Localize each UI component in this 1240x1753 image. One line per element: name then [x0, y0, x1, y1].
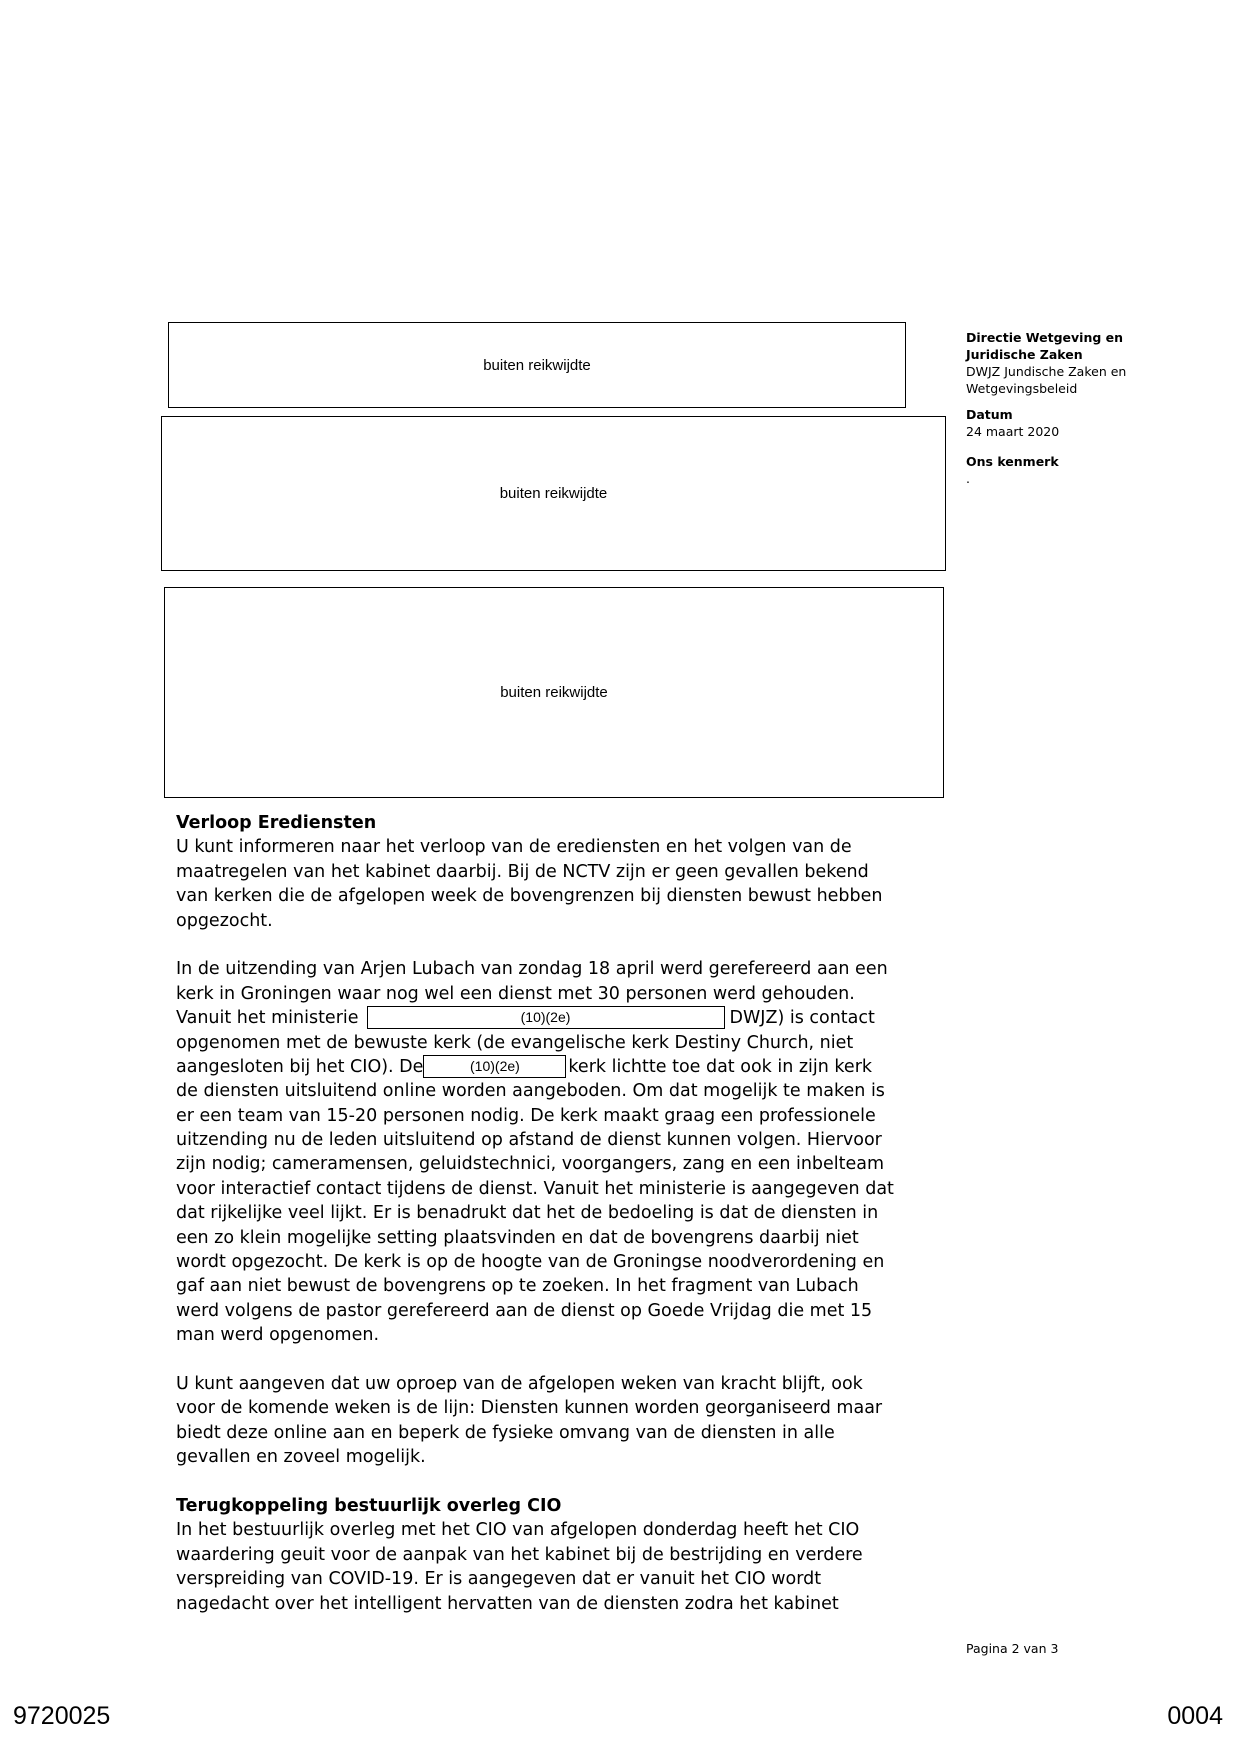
body-line: man werd opgenomen. [176, 1325, 380, 1346]
body-line: van kerken die de afgelopen week de bovengrenzen bij diensten bewust hebben [176, 886, 883, 907]
body-line: de diensten uitsluitend online worden aangeboden. Om dat mogelijk te maken is [176, 1081, 885, 1102]
body-line: er een team van 15-20 personen nodig. De kerk maakt graag een professionele [176, 1105, 876, 1126]
section-heading: Verloop Erediensten [176, 813, 377, 833]
body-line: In het bestuurlijk overleg met het CIO van afgelopen donderdag heeft het CIO [176, 1520, 860, 1541]
body-line: wordt opgezocht. De kerk is op de hoogte van de Groningse noodverordening en [176, 1252, 885, 1273]
date-label: Datum [966, 407, 1013, 422]
body-text: DWJZ) is contact [729, 1008, 875, 1029]
body-line: werd volgens de pastor gerefereerd aan de dienst op Goede Vrijdag die met 15 [176, 1300, 873, 1321]
body-line: In de uitzending van Arjen Lubach van zondag 18 april werd gerefereerd aan een [176, 959, 888, 980]
body-line: U kunt aangeven dat uw oproep van de afgelopen weken van kracht blijft, ook [176, 1373, 863, 1394]
document-body [176, 811, 946, 1616]
body-line: biedt deze online aan en beperk de fysieke omvang van de diensten in alle [176, 1422, 835, 1443]
body-line: U kunt informeren naar het verloop van de erediensten en het volgen van de [176, 837, 852, 858]
body-line: opgezocht. [176, 910, 273, 931]
reference-value: . [966, 471, 970, 486]
department-name: Directie Wetgeving en [966, 330, 1124, 345]
redaction-box: buiten reikwijdte [164, 587, 944, 798]
body-line: voor interactief contact tijdens de dienst. Vanuit het ministerie is aangegeven dat [176, 1178, 894, 1199]
inline-redaction: (10)(2e) [423, 1055, 566, 1078]
body-line: zijn nodig; cameramensen, geluidstechnici, voorgangers, zang en een inbelteam [176, 1154, 885, 1175]
section-heading: Terugkoppeling bestuurlijk overleg CIO [176, 1495, 562, 1516]
body-text: aangesloten bij het CIO). De [176, 1056, 424, 1077]
page-number: Pagina 2 van 3 [966, 1641, 1059, 1656]
body-line: een zo klein mogelijke setting plaatsvinden en dat de bovengrens daarbij niet [176, 1227, 859, 1248]
body-line: opgenomen met de bewuste kerk (de evangelische kerk Destiny Church, niet [176, 1032, 854, 1053]
body-line: maatregelen van het kabinet daarbij. Bij de NCTV zijn er geen gevallen bekend [176, 861, 869, 882]
unit-name: Wetgevingsbeleid [966, 381, 1078, 396]
redaction-box: buiten reikwijdte [168, 322, 906, 408]
body-line: uitzending nu de leden uitsluitend op afstand de dienst kunnen volgen. Hiervoor [176, 1130, 882, 1151]
body-line: kerk in Groningen waar nog wel een dienst met 30 personen werd gehouden. [176, 983, 855, 1004]
body-line [176, 1055, 946, 1079]
department-name: Juridische Zaken [966, 347, 1083, 362]
reference-label: Ons kenmerk [966, 454, 1059, 469]
inline-redaction: (10)(2e) [367, 1006, 725, 1029]
body-line: gevallen en zoveel mogelijk. [176, 1447, 426, 1468]
body-line: dat rijkelijke veel lijkt. Er is benadrukt dat het de bedoeling is dat de diensten in [176, 1203, 879, 1224]
body-line: voor de komende weken is de lijn: Diensten kunnen worden georganiseerd maar [176, 1398, 883, 1419]
document-stamp-right: 0004 [1167, 1702, 1223, 1730]
document-stamp-left: 9720025 [13, 1702, 111, 1730]
body-line: waardering geuit voor de aanpak van het kabinet bij de bestrijding en verdere [176, 1544, 863, 1565]
body-line: gaf aan niet bewust de bovengrens op te zoeken. In het fragment van Lubach [176, 1276, 859, 1297]
body-line: nagedacht over het intelligent hervatten van de diensten zodra het kabinet [176, 1593, 839, 1614]
unit-name: DWJZ Jundische Zaken en [966, 364, 1127, 379]
body-line: verspreiding van COVID-19. Er is aangegeven dat er vanuit het CIO wordt [176, 1569, 822, 1590]
body-text: kerk lichtte toe dat ook in zijn kerk [568, 1056, 873, 1077]
sender-sidebar [966, 329, 1166, 487]
body-text: Vanuit het ministerie [176, 1008, 359, 1029]
redaction-box: buiten reikwijdte [161, 416, 946, 571]
body-line [176, 1006, 946, 1030]
date-value: 24 maart 2020 [966, 424, 1060, 439]
